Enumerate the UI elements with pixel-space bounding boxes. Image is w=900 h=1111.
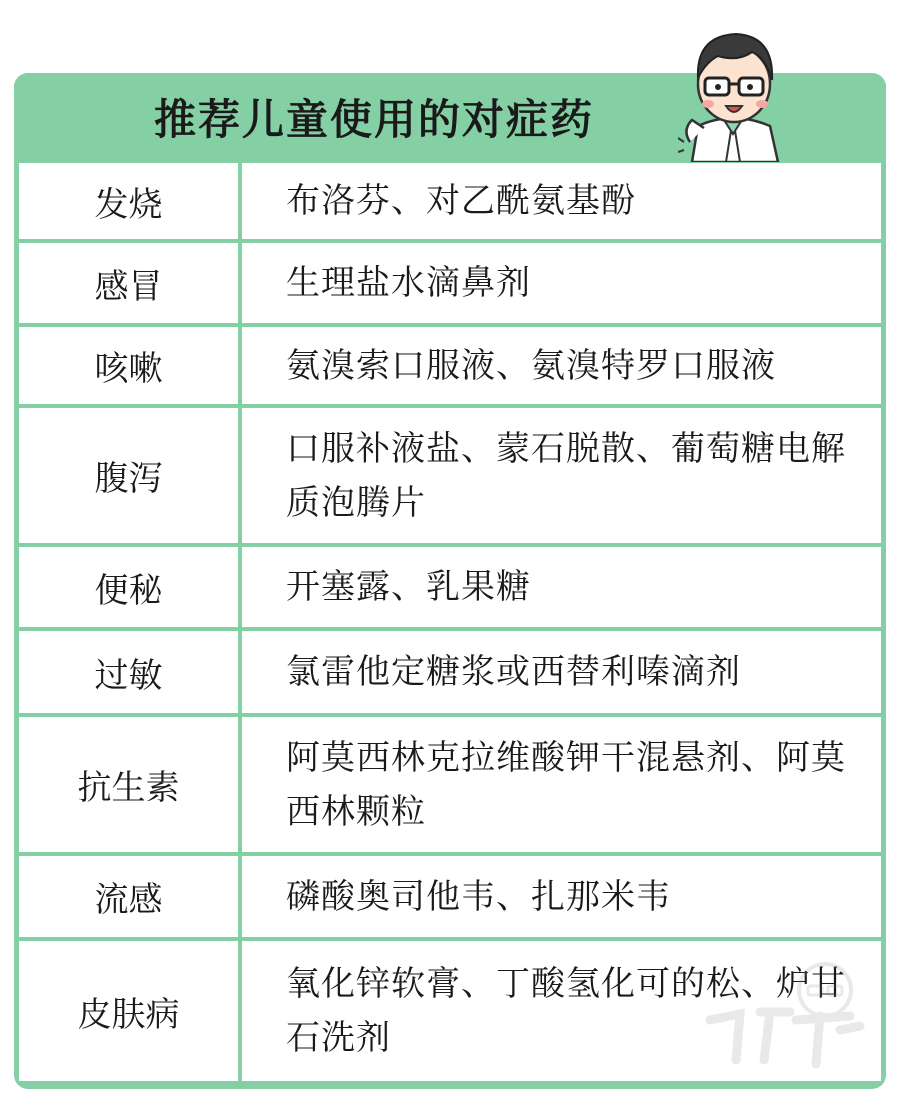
medicine-value: 磷酸奥司他韦、扎那米韦 — [242, 856, 881, 937]
table-row — [19, 631, 881, 713]
table-row — [19, 547, 881, 627]
medicine-value: 氧化锌软膏、丁酸氢化可的松、炉甘石洗剂 — [242, 941, 881, 1081]
medicine-value: 开塞露、乳果糖 — [242, 547, 881, 627]
symptom-label: 腹泻 — [19, 408, 238, 543]
symptom-label: 皮肤病 — [19, 941, 238, 1081]
table-row — [19, 717, 881, 852]
doctor-mascot-icon — [678, 22, 788, 162]
medicine-value: 氯雷他定糖浆或西替利嗪滴剂 — [242, 631, 881, 713]
brand-watermark-logo — [700, 960, 870, 1070]
medicine-value: 布洛芬、对乙酰氨基酚 — [242, 163, 881, 239]
symptom-label: 便秘 — [19, 547, 238, 627]
table-row — [19, 856, 881, 937]
table-row — [19, 243, 881, 323]
table-row — [19, 163, 881, 239]
symptom-label: 流感 — [19, 856, 238, 937]
medicine-value: 口服补液盐、蒙石脱散、葡萄糖电解质泡腾片 — [242, 408, 881, 543]
medicine-table-card — [14, 73, 886, 1089]
symptom-label: 咳嗽 — [19, 327, 238, 404]
table-row — [19, 408, 881, 543]
symptom-label: 发烧 — [19, 163, 238, 239]
symptom-label: 感冒 — [19, 243, 238, 323]
page-title: 推荐儿童使用的对症药 — [154, 95, 595, 144]
symptom-label: 过敏 — [19, 631, 238, 713]
medicine-value: 生理盐水滴鼻剂 — [242, 243, 881, 323]
table-row — [19, 327, 881, 404]
symptom-label: 抗生素 — [19, 717, 238, 852]
medicine-value: 氨溴索口服液、氨溴特罗口服液 — [242, 327, 881, 404]
medicine-value: 阿莫西林克拉维酸钾干混悬剂、阿莫西林颗粒 — [242, 717, 881, 852]
